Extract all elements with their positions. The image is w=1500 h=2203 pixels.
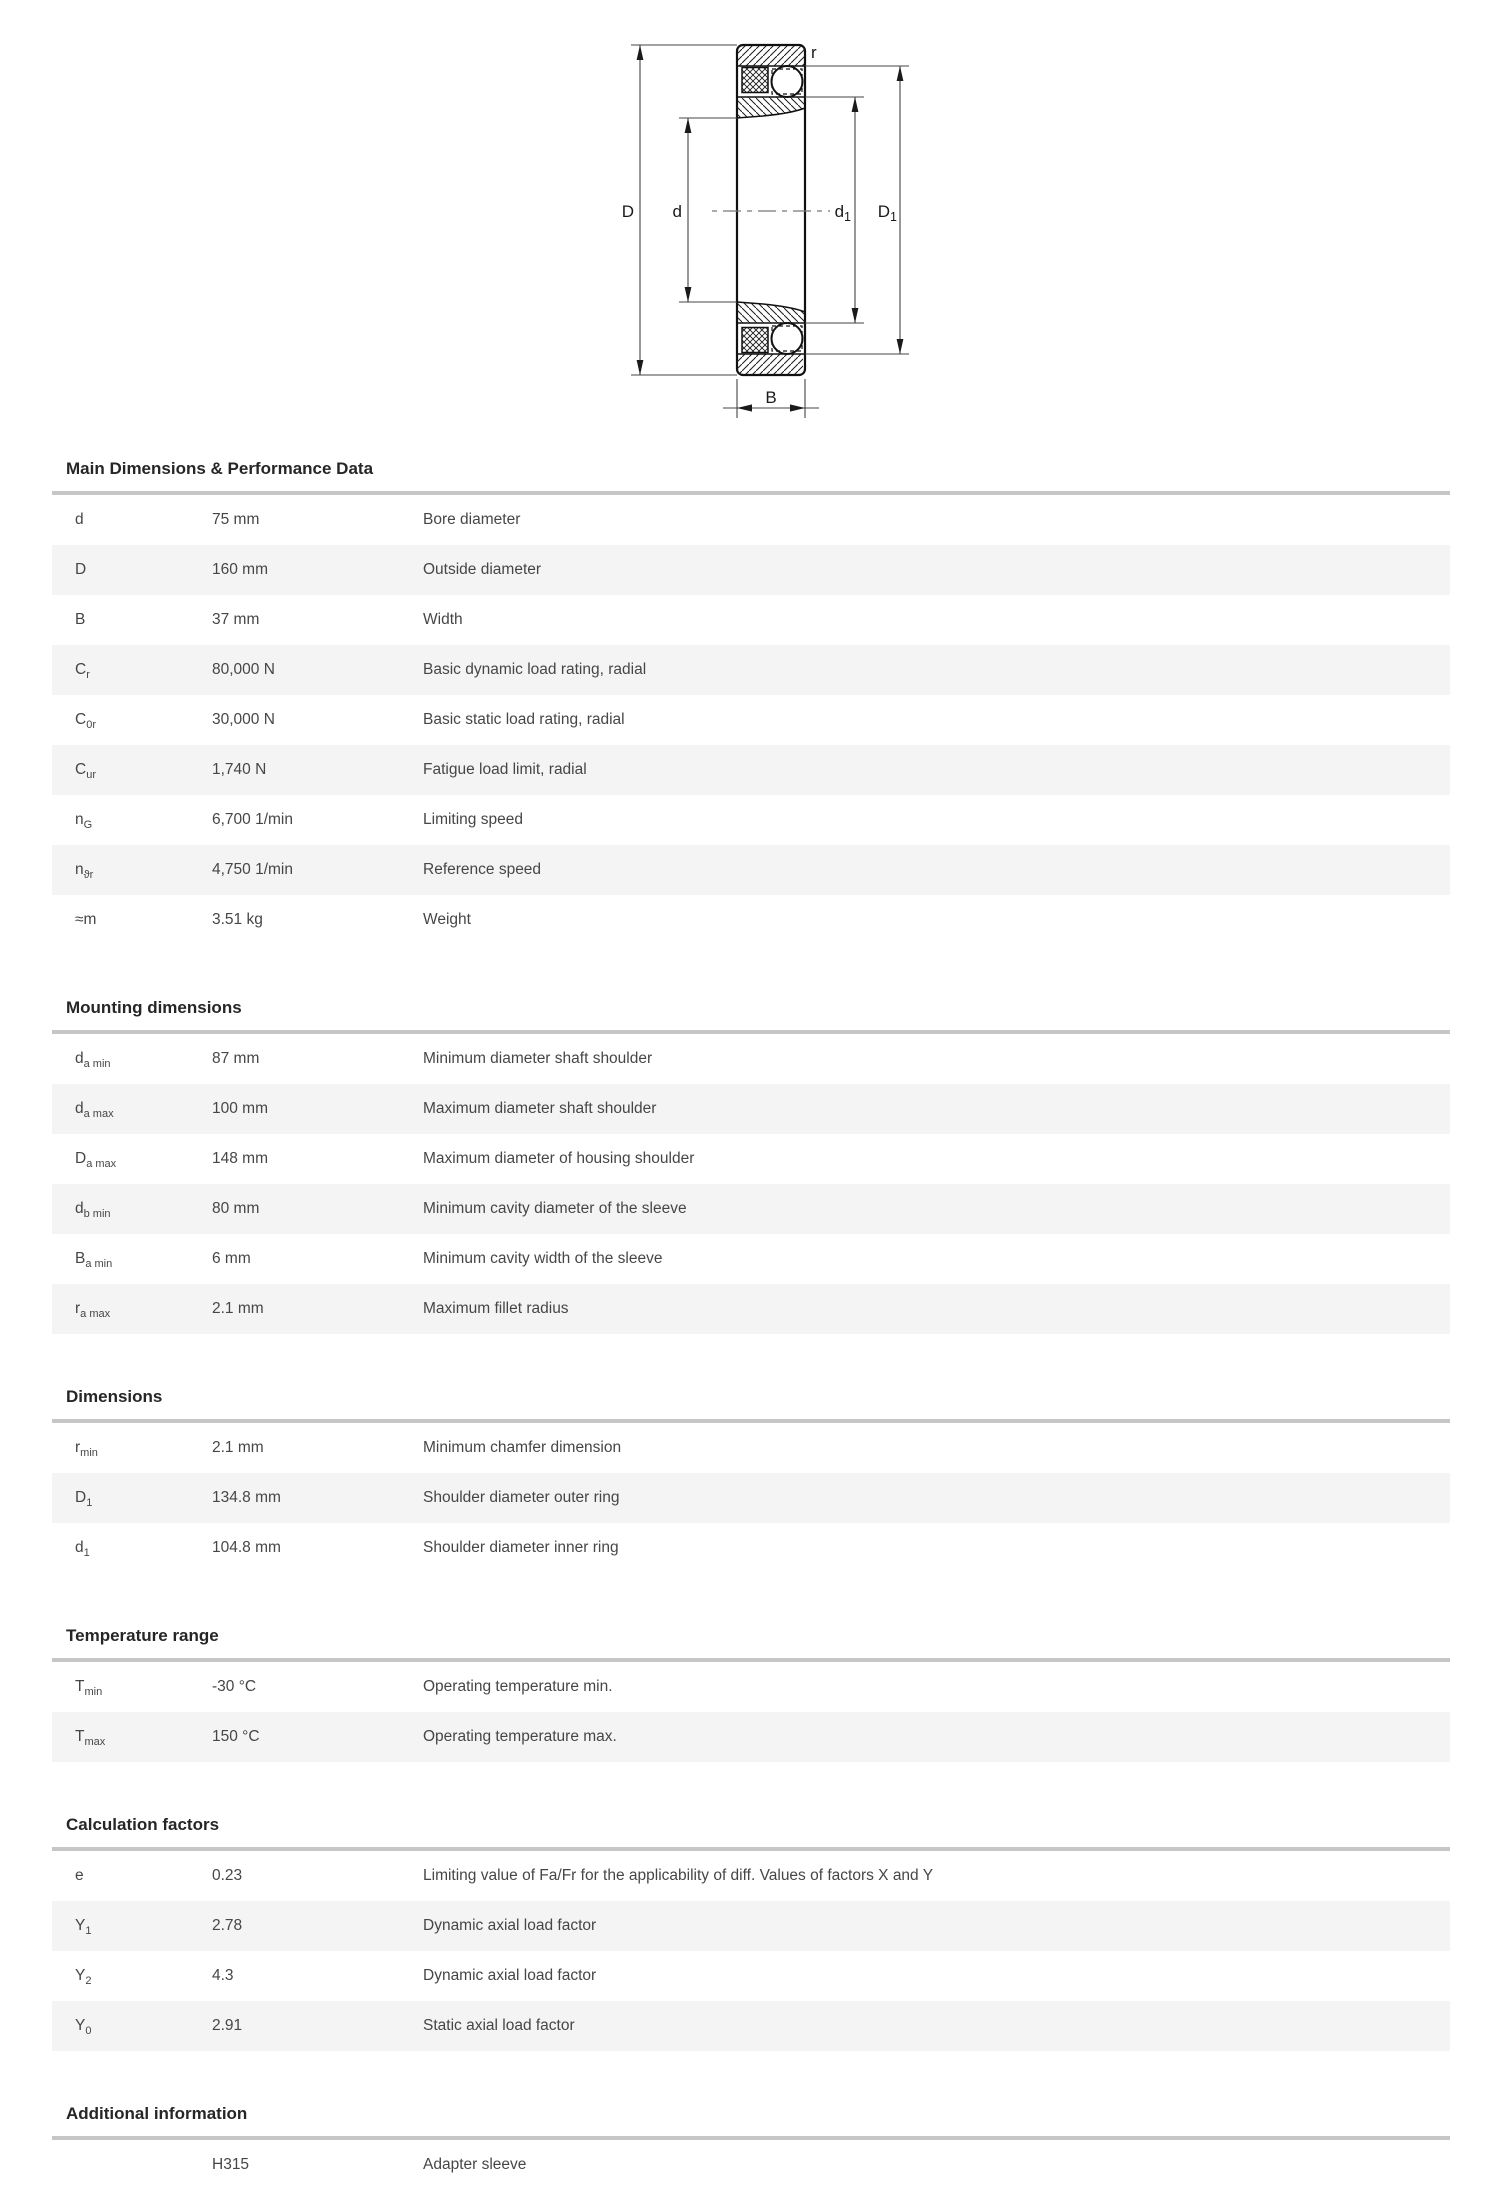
value-cell: 37 mm: [212, 611, 260, 628]
symbol-subscript: G: [83, 819, 93, 832]
symbol-subscript: a min: [85, 1258, 113, 1271]
symbol-cell: [75, 661, 212, 682]
data-table: [52, 491, 1450, 945]
description-cell: Basic dynamic load rating, radial: [423, 661, 647, 678]
symbol-subscript: ϑr: [83, 869, 94, 882]
symbol-cell: [75, 1728, 212, 1749]
value-cell: 150 °C: [212, 1728, 260, 1745]
value-cell: 2.1 mm: [212, 1439, 264, 1456]
dimension-d: [679, 118, 737, 302]
description-cell: Fatigue load limit, radial: [423, 761, 587, 778]
symbol-cell: [75, 1200, 212, 1221]
symbol-cell: [75, 1539, 212, 1560]
description-cell: Minimum cavity width of the sleeve: [423, 1250, 663, 1267]
value-cell: 3.51 kg: [212, 911, 263, 928]
dim-label-r: r: [811, 43, 817, 62]
table-row: [52, 745, 1450, 795]
description-cell: Bore diameter: [423, 511, 521, 528]
value-cell: 2.91: [212, 2017, 243, 2034]
symbol-cell: [75, 1300, 212, 1321]
value-cell: -30 °C: [212, 1678, 257, 1695]
value-cell: 134.8 mm: [212, 1489, 281, 1506]
symbol-text: C: [75, 661, 87, 678]
symbol-text: d: [75, 1100, 84, 1117]
symbol-cell: [75, 561, 212, 579]
table-row: [52, 645, 1450, 695]
table-row: [52, 1134, 1450, 1184]
section-title: Mounting dimensions: [66, 998, 242, 1017]
table-row: [52, 695, 1450, 745]
cage-section-bottom: [742, 328, 768, 353]
symbol-cell: [75, 1100, 212, 1121]
value-cell: 75 mm: [212, 511, 260, 528]
symbol-cell: [75, 1867, 212, 1885]
symbol-cell: [75, 1678, 212, 1699]
symbol-subscript: min: [80, 1447, 98, 1460]
symbol-text: r: [75, 1439, 81, 1456]
symbol-subscript: min: [84, 1686, 103, 1699]
value-cell: 6,700 1/min: [212, 811, 293, 828]
symbol-cell: [75, 911, 212, 929]
symbol-text: n: [75, 861, 84, 878]
dim-label-D1-sub: 1: [890, 210, 897, 224]
symbol-text: n: [75, 811, 84, 828]
symbol-text: D: [75, 561, 87, 578]
symbol-text: T: [75, 1678, 85, 1695]
bearing-body: [737, 45, 805, 375]
value-cell: 6 mm: [212, 1250, 251, 1267]
dim-label-B: B: [765, 388, 777, 407]
table-row: [52, 1851, 1450, 1901]
symbol-subscript: r: [86, 669, 90, 682]
data-section: [52, 458, 1450, 945]
value-cell: 160 mm: [212, 561, 268, 578]
dim-label-d1-sub: 1: [844, 210, 851, 224]
data-table: [52, 1419, 1450, 1573]
symbol-text: Y: [75, 2017, 86, 2034]
data-table: [52, 1658, 1450, 1762]
description-cell: Reference speed: [423, 861, 542, 878]
description-cell: Limiting speed: [423, 811, 523, 828]
symbol-text: T: [75, 1728, 85, 1745]
value-cell: 1,740 N: [212, 761, 267, 778]
table-row: [52, 2001, 1450, 2051]
description-cell: Static axial load factor: [423, 2017, 575, 2034]
description-cell: Shoulder diameter outer ring: [423, 1489, 620, 1506]
symbol-text: B: [75, 1250, 86, 1267]
table-row: [52, 1951, 1450, 2001]
description-cell: Minimum chamfer dimension: [423, 1439, 622, 1456]
description-cell: Operating temperature min.: [423, 1678, 613, 1695]
table-row: [52, 1084, 1450, 1134]
symbol-cell: [75, 861, 212, 882]
symbol-text: ≈m: [75, 911, 97, 928]
value-cell: 104.8 mm: [212, 1539, 281, 1556]
symbol-cell: [75, 2017, 212, 2038]
section-title: Dimensions: [66, 1387, 163, 1406]
symbol-text: Y: [75, 1917, 86, 1934]
symbol-cell: [75, 1439, 212, 1460]
section-title: Additional information: [66, 2104, 248, 2123]
ball-bottom: [772, 323, 803, 354]
table-row: [52, 1234, 1450, 1284]
symbol-cell: [75, 511, 212, 529]
dim-label-d1-base: d: [834, 202, 845, 221]
table-row: [52, 1284, 1450, 1334]
description-cell: Maximum diameter shaft shoulder: [423, 1100, 657, 1117]
dim-label-D: D: [621, 202, 634, 221]
symbol-text: C: [75, 711, 87, 728]
description-cell: Shoulder diameter inner ring: [423, 1539, 619, 1556]
symbol-cell: [75, 761, 212, 782]
dimension-D: [631, 45, 737, 375]
symbol-subscript: ur: [86, 769, 96, 782]
section-title: Main Dimensions & Performance Data: [66, 459, 374, 478]
value-cell: 148 mm: [212, 1150, 268, 1167]
symbol-text: d: [75, 1539, 84, 1556]
symbol-subscript: 1: [83, 1547, 90, 1560]
symbol-text: B: [75, 611, 86, 628]
description-cell: Basic static load rating, radial: [423, 711, 625, 728]
symbol-cell: [75, 711, 212, 732]
ball-top: [772, 66, 803, 97]
description-cell: Minimum diameter shaft shoulder: [423, 1050, 653, 1067]
description-cell: Operating temperature max.: [423, 1728, 617, 1745]
description-cell: Dynamic axial load factor: [423, 1967, 597, 1984]
table-row: [52, 795, 1450, 845]
symbol-cell: [75, 1967, 212, 1988]
dim-label-D1: [878, 202, 897, 224]
symbol-subscript: 0: [85, 2025, 92, 2038]
table-row: [52, 1712, 1450, 1762]
symbol-cell: [75, 1917, 212, 1938]
value-cell: H315: [212, 2156, 250, 2173]
table-row: [52, 1034, 1450, 1084]
table-row: [52, 1473, 1450, 1523]
section-title: Calculation factors: [66, 1815, 220, 1834]
table-row: [52, 1901, 1450, 1951]
cage-section-top: [742, 68, 768, 93]
table-row: [52, 545, 1450, 595]
symbol-subscript: a max: [83, 1108, 114, 1121]
data-section: [52, 1386, 1450, 1573]
symbol-text: D: [75, 1489, 87, 1506]
symbol-text: Y: [75, 1967, 86, 1984]
symbol-subscript: 1: [86, 1497, 93, 1510]
dim-label-D1-base: D: [877, 202, 891, 221]
bearing-cross-section-drawing: [600, 24, 920, 428]
table-row: [52, 845, 1450, 895]
symbol-text: d: [75, 511, 84, 528]
description-cell: Minimum cavity diameter of the sleeve: [423, 1200, 687, 1217]
symbol-cell: [75, 611, 212, 629]
value-cell: 80,000 N: [212, 661, 275, 678]
description-cell: Maximum diameter of housing shoulder: [423, 1150, 695, 1167]
value-cell: 2.78: [212, 1917, 243, 1934]
description-cell: Adapter sleeve: [423, 2156, 527, 2173]
value-cell: 80 mm: [212, 1200, 260, 1217]
description-cell: Weight: [423, 911, 471, 928]
symbol-subscript: a min: [83, 1058, 111, 1071]
data-section: [52, 2103, 1450, 2190]
value-cell: 4,750 1/min: [212, 861, 293, 878]
table-row: [52, 1523, 1450, 1573]
value-cell: 87 mm: [212, 1050, 260, 1067]
description-cell: Limiting value of Fa/Fr for the applicability of diff. Values of factors X and Y: [423, 1867, 934, 1884]
value-cell: 0.23: [212, 1867, 243, 1884]
description-cell: Dynamic axial load factor: [423, 1917, 597, 1934]
symbol-cell: [75, 1489, 212, 1510]
description-cell: Maximum fillet radius: [423, 1300, 569, 1317]
symbol-text: C: [75, 761, 87, 778]
symbol-subscript: 1: [85, 1925, 92, 1938]
description-cell: Outside diameter: [423, 561, 542, 578]
symbol-text: e: [75, 1867, 84, 1884]
table-row: [52, 1662, 1450, 1712]
symbol-text: d: [75, 1200, 84, 1217]
data-section: [52, 1814, 1450, 2051]
symbol-subscript: a max: [80, 1308, 111, 1321]
symbol-subscript: 0r: [86, 719, 96, 732]
data-table: [52, 2136, 1450, 2190]
data-section: [52, 1625, 1450, 1762]
dim-label-d: d: [672, 202, 682, 221]
table-row: [52, 895, 1450, 945]
bearing-drawing-area: [0, 0, 1500, 448]
dim-label-d1: [835, 202, 851, 224]
table-row: [52, 1423, 1450, 1473]
data-section: [52, 997, 1450, 1334]
data-table: [52, 1847, 1450, 2051]
symbol-subscript: b min: [83, 1208, 111, 1221]
table-row: [52, 2140, 1450, 2190]
value-cell: 4.3: [212, 1967, 234, 1984]
table-row: [52, 595, 1450, 645]
table-row: [52, 495, 1450, 545]
table-row: [52, 1184, 1450, 1234]
symbol-subscript: max: [84, 1736, 106, 1749]
symbol-text: d: [75, 1050, 84, 1067]
symbol-cell: [75, 811, 212, 832]
symbol-cell: [75, 1150, 212, 1171]
symbol-subscript: 2: [85, 1975, 92, 1988]
value-cell: 100 mm: [212, 1100, 268, 1117]
data-table: [52, 1030, 1450, 1334]
symbol-cell: [75, 1050, 212, 1071]
description-cell: Width: [423, 611, 463, 628]
datasheet-content: [52, 458, 1450, 2190]
value-cell: 2.1 mm: [212, 1300, 264, 1317]
value-cell: 30,000 N: [212, 711, 275, 728]
section-title: Temperature range: [66, 1626, 219, 1645]
symbol-text: r: [75, 1300, 81, 1317]
symbol-cell: [75, 1250, 212, 1271]
symbol-text: D: [75, 1150, 87, 1167]
symbol-subscript: a max: [86, 1158, 117, 1171]
